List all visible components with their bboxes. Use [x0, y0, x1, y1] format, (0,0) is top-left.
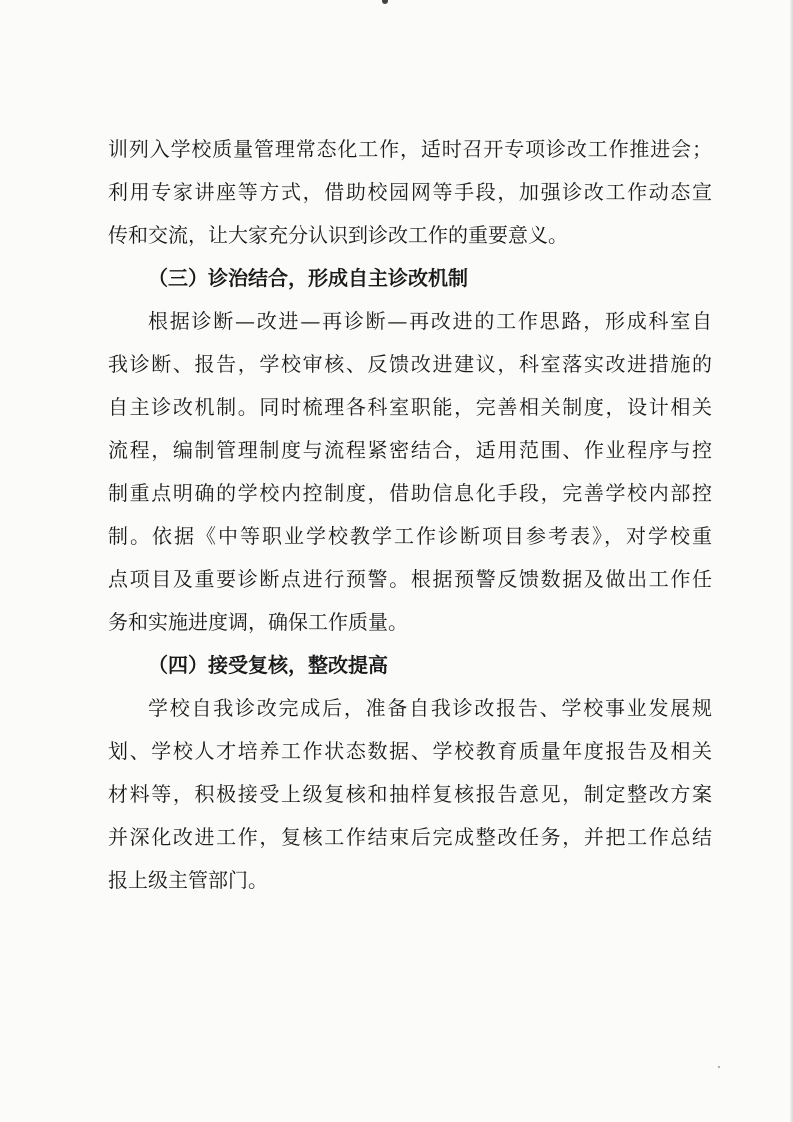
text-line: 务和实施进度调，确保工作质量。	[108, 610, 408, 634]
text-line: 点项目及重要诊断点进行预警。根据预警反馈数据及做出工作任	[108, 567, 712, 591]
scan-mark	[382, 0, 388, 4]
text-line: 报上级主管部门。	[108, 868, 268, 892]
text-line: 我诊断、报告，学校审核、反馈改进建议，科室落实改进措施的	[108, 352, 712, 376]
text-line: 制重点明确的学校内控制度，借助信息化手段，完善学校内部控	[108, 481, 712, 505]
text-line: 流程，编制管理制度与流程紧密结合，适用范围、作业程序与控	[108, 438, 712, 462]
scan-speck	[718, 1066, 720, 1068]
text-line: 学校自我诊改完成后，准备自我诊改报告、学校事业发展规	[148, 696, 712, 720]
section-heading-3: （三）诊治结合，形成自主诊改机制	[148, 266, 468, 290]
text-line: 利用专家讲座等方式，借助校园网等手段，加强诊改工作动态宣	[108, 180, 712, 204]
text-line: 制。依据《中等职业学校教学工作诊断项目参考表》，对学校重	[108, 524, 712, 548]
text-line: 传和交流，让大家充分认识到诊改工作的重要意义。	[108, 223, 568, 247]
text-line: 划、学校人才培养工作状态数据、学校教育质量年度报告及相关	[108, 739, 712, 763]
text-line: 自主诊改机制。同时梳理各科室职能，完善相关制度，设计相关	[108, 395, 712, 419]
section-heading-4: （四）接受复核，整改提高	[148, 653, 388, 677]
text-line: 训列入学校质量管理常态化工作，适时召开专项诊改工作推进会；	[108, 137, 712, 161]
text-line: 并深化改进工作，复核工作结束后完成整改任务，并把工作总结	[108, 825, 712, 849]
text-line: 材料等，积极接受上级复核和抽样复核报告意见，制定整改方案	[108, 782, 712, 806]
text-line: 根据诊断—改进—再诊断—再改进的工作思路，形成科室自	[148, 309, 712, 333]
body-text	[108, 128, 712, 902]
